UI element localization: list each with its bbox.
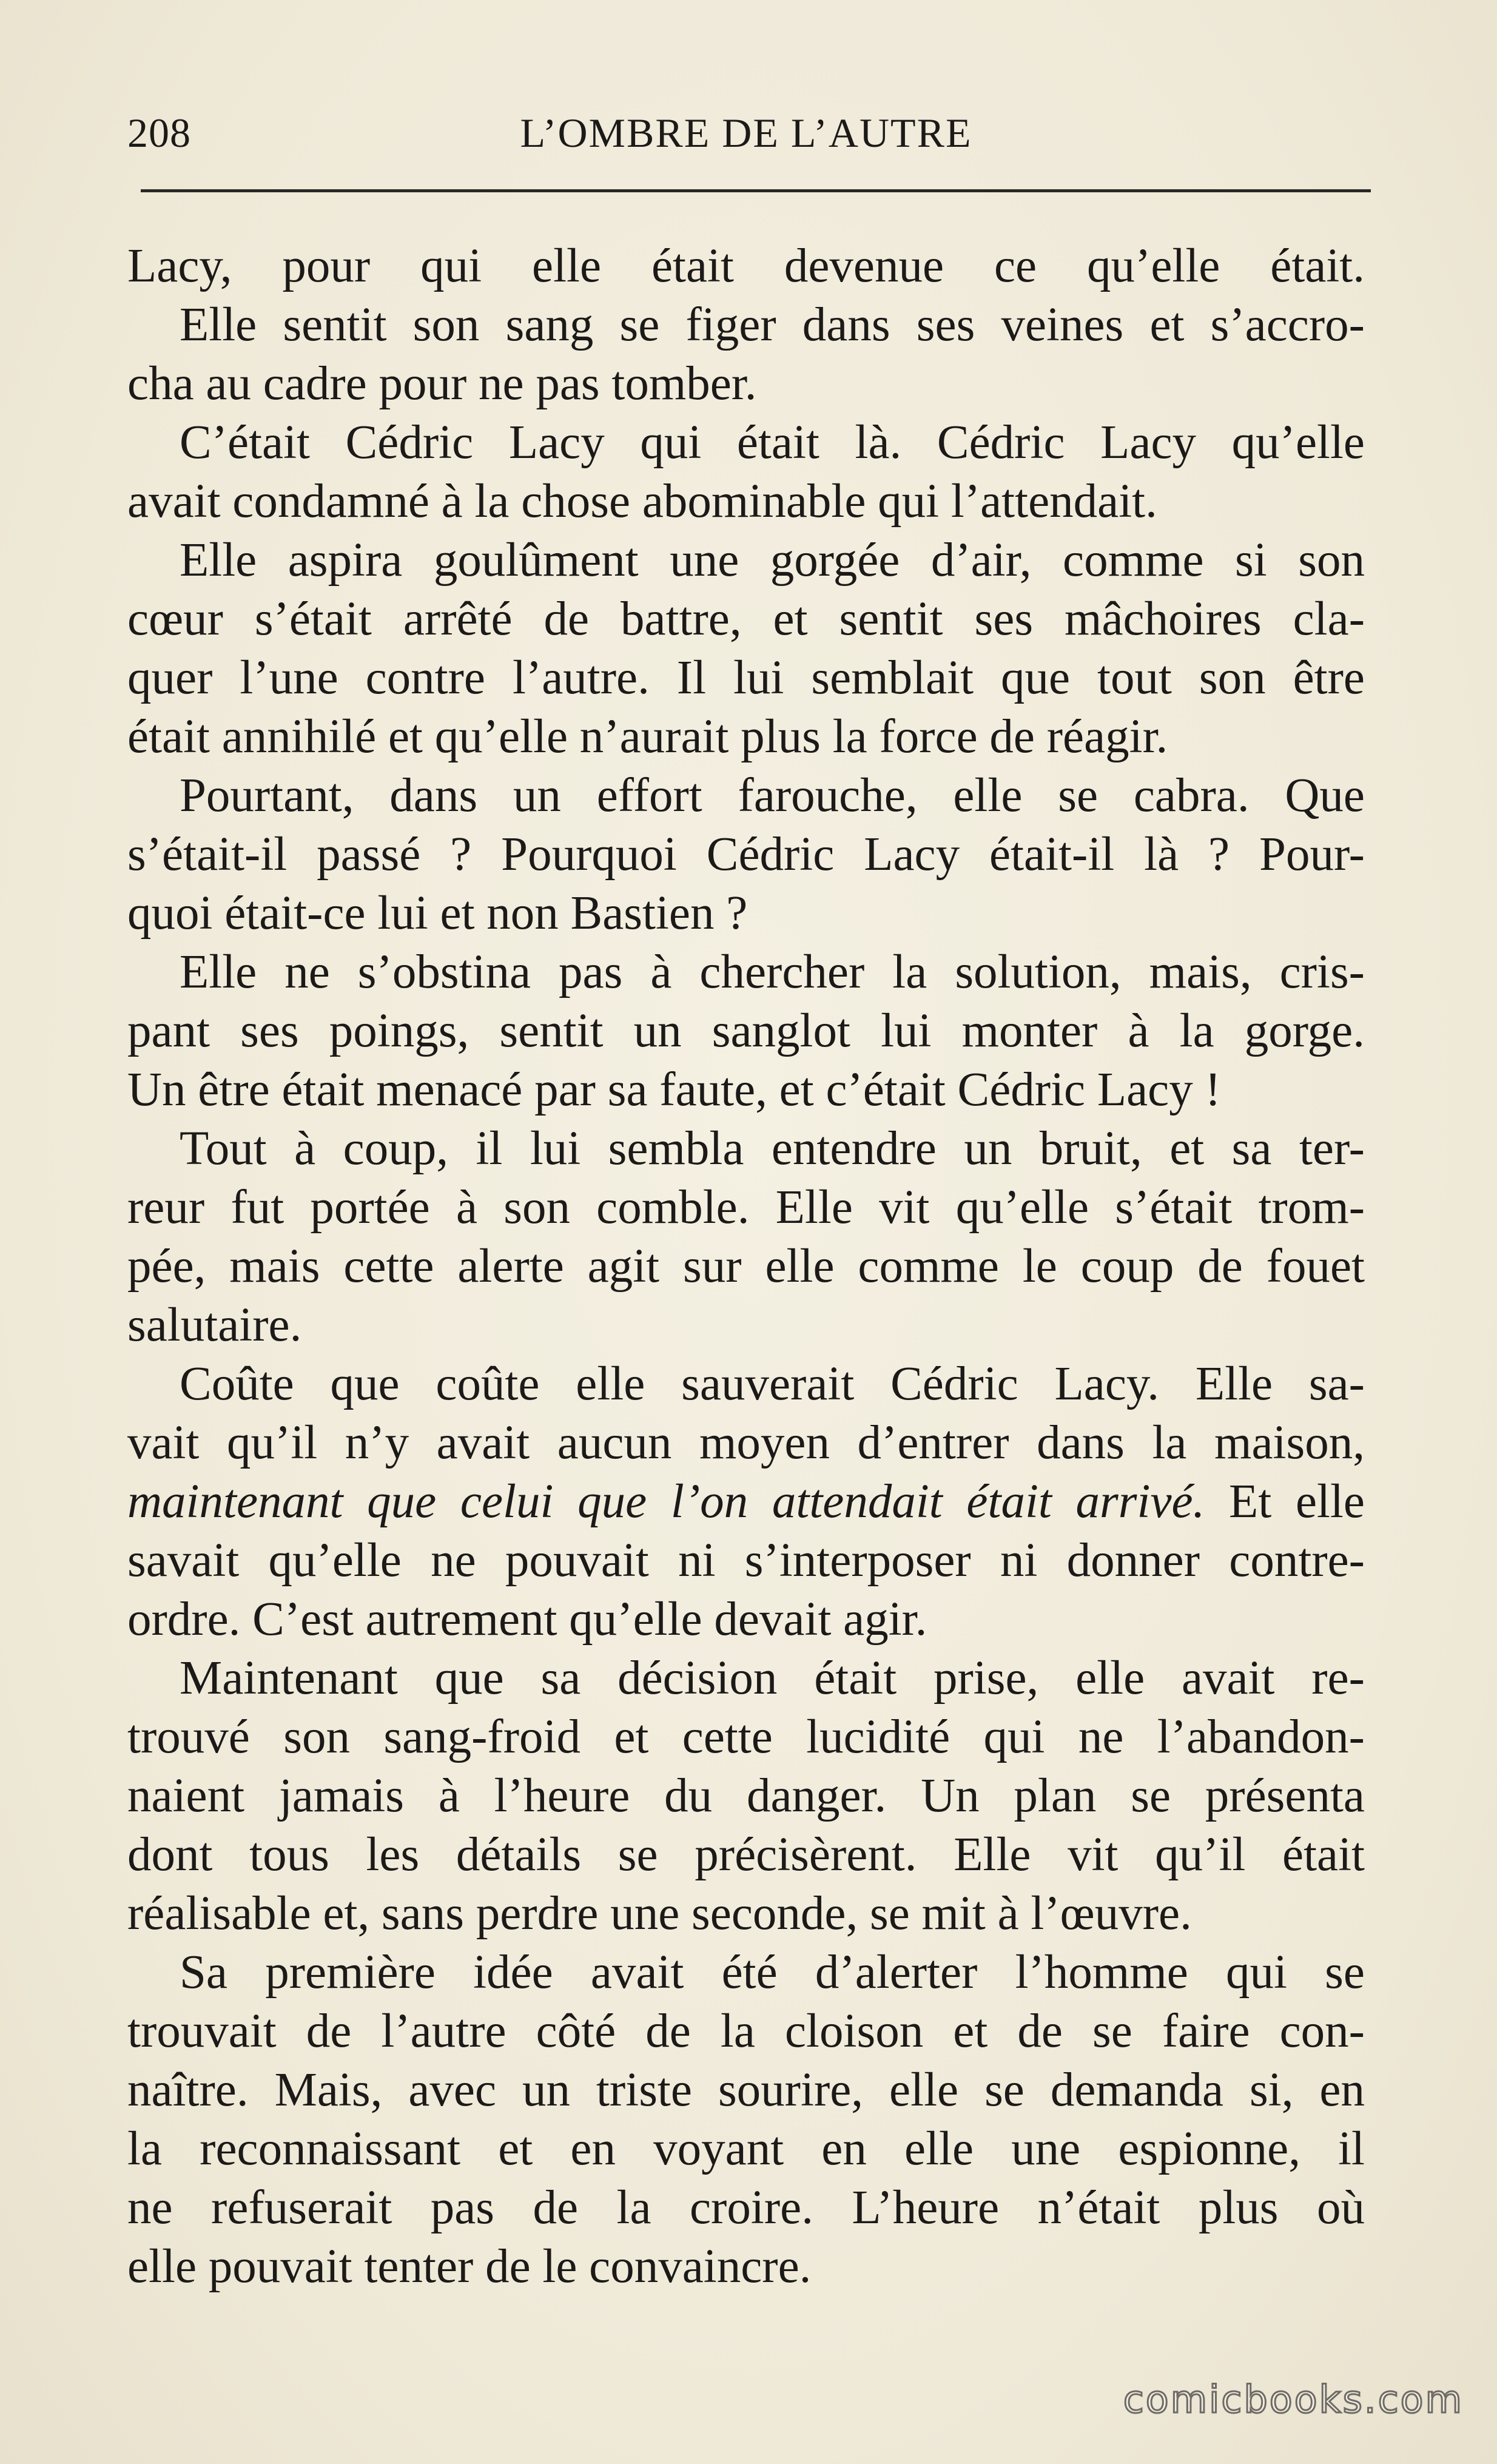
- text-line: pant ses poings, sentit un sanglot lui monter à la gorge.: [127, 1005, 1365, 1057]
- text-line: Pourtant, dans un effort farouche, elle se cabra. Que: [180, 769, 1365, 822]
- text-line: salutaire.: [127, 1299, 302, 1351]
- text-line: trouvait de l’autre côté de la cloison et de se faire con-: [127, 2005, 1365, 2058]
- text-line: la reconnaissant et en voyant en elle une espionne, il: [127, 2122, 1365, 2175]
- italic-phrase: maintenant que celui que l’on attendait était arrivé.: [127, 1475, 1205, 1528]
- text-line: était annihilé et qu’elle n’aurait plus la force de réagir.: [127, 710, 1168, 763]
- text-line: cha au cadre pour ne pas tomber.: [127, 357, 757, 410]
- text-line: pée, mais cette alerte agit sur elle comme le coup de fouet: [127, 1240, 1365, 1293]
- text-line: Coûte que coûte elle sauverait Cédric Lacy. Elle sa-: [180, 1358, 1365, 1410]
- text-line: cœur s’était arrêté de battre, et sentit ses mâchoires cla-: [127, 593, 1365, 645]
- text-line: reur fut portée à son comble. Elle vit qu’elle s’était trom-: [127, 1181, 1365, 1234]
- text-line: Un être était menacé par sa faute, et c’était Cédric Lacy !: [127, 1063, 1221, 1116]
- body-text: [127, 237, 1365, 2296]
- text-line: quoi était-ce lui et non Bastien ?: [127, 887, 748, 940]
- text-line: avait condamné à la chose abominable qui l’attendait.: [127, 475, 1157, 528]
- text-line: vait qu’il n’y avait aucun moyen d’entrer dans la maison,: [127, 1416, 1365, 1469]
- text-line: trouvé son sang-froid et cette lucidité qui ne l’abandon-: [127, 1711, 1365, 1763]
- text-line: réalisable et, sans perdre une seconde, se mit à l’œuvre.: [127, 1887, 1192, 1940]
- text-fragment: Et elle: [1205, 1475, 1365, 1528]
- text-line: ne refuserait pas de la croire. L’heure n’était plus où: [127, 2181, 1365, 2234]
- page-number: 208: [127, 110, 191, 156]
- text-line: naître. Mais, avec un triste sourire, elle se demanda si, en: [127, 2064, 1365, 2116]
- text-line: elle pouvait tenter de le convaincre.: [127, 2240, 812, 2293]
- text-line: Lacy, pour qui elle était devenue ce qu’elle était.: [127, 240, 1365, 292]
- text-line-mixed: [127, 1472, 1365, 1531]
- text-line: Elle sentit son sang se figer dans ses veines et s’accro-: [180, 298, 1365, 351]
- text-line: C’était Cédric Lacy qui était là. Cédric Lacy qu’elle: [180, 416, 1365, 469]
- text-line: dont tous les détails se précisèrent. Elle vit qu’il était: [127, 1828, 1365, 1881]
- text-line: ordre. C’est autrement qu’elle devait agir.: [127, 1593, 927, 1646]
- text-line: quer l’une contre l’autre. Il lui semblait que tout son être: [127, 651, 1365, 704]
- running-head: [127, 103, 1365, 170]
- text-line: Elle aspira goulûment une gorgée d’air, comme si son: [180, 534, 1365, 587]
- text-line: Sa première idée avait été d’alerter l’homme qui se: [180, 1946, 1365, 1999]
- text-line: Elle ne s’obstina pas à chercher la solution, mais, cris-: [180, 946, 1365, 998]
- text-line: s’était-il passé ? Pourquoi Cédric Lacy était-il là ? Pour-: [127, 828, 1365, 881]
- header-rule: [141, 189, 1371, 192]
- text-line: Tout à coup, il lui sembla entendre un bruit, et sa ter-: [180, 1122, 1365, 1175]
- text-line: naient jamais à l’heure du danger. Un plan se présenta: [127, 1769, 1365, 1822]
- watermark: comicbooks.com: [1123, 2377, 1464, 2422]
- text-line: Maintenant que sa décision était prise, elle avait re-: [180, 1652, 1365, 1705]
- book-title: L’OMBRE DE L’AUTRE: [520, 110, 972, 156]
- text-line: savait qu’elle ne pouvait ni s’interposer ni donner contre-: [127, 1534, 1365, 1587]
